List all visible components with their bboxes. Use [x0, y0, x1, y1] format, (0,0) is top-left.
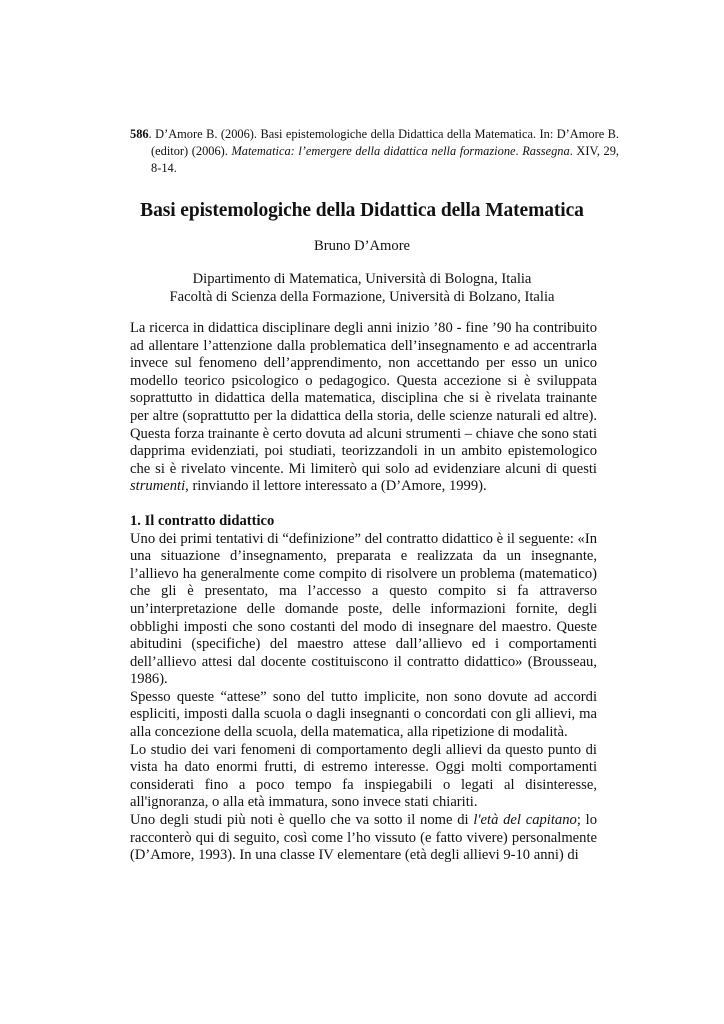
intro-emphasis: strumenti: [130, 478, 186, 495]
section-heading: 1. Il contratto didattico: [130, 512, 275, 529]
intro-text: La ricerca in didattica disciplinare degli anni inizio ’80 - fine ’90 ha contribuito ad allentare l’attenzione dalla problematica dell’insegnamento e ad accentrarla invece sul fenomeno dell’apprendimento, non accettando per esso un unico modello teorico psicologico o pedagogico. Questa accezione si è sviluppata soprattutto in didattica della matematica, disciplina che si è rivelata trainante per altre (soprattutto per la didattica della storia, delle scienze naturali ed altre). Questa forza trainante è certo dovuta ad alcuni strumenti – chiave che sono stati dapprima evidenziati, poi studiati, teorizzandoli in un ambito epistemologico che si è rivelato vincente. Mi limiterò qui solo ad evidenziare alcuni di questi: [130, 320, 597, 477]
citation-text: . D’Amore B. (2006). Basi epistemologiche della Didattica della Matematica. In: D’Amore B. (editor) (2006).: [148, 127, 619, 158]
citation-volume: . XIV, 29, 8-14.: [151, 144, 619, 175]
citation-journal: Rassegna: [522, 144, 570, 158]
paragraph: Spesso queste “attese” sono del tutto implicite, non sono dovute ad accordi espliciti, imposti dalla scuola o dagli insegnanti o concordati con gli allievi, ma alla concezione della scuola, della matematica, alla ripetizione di modalità.: [130, 688, 597, 741]
paragraph: Lo studio dei vari fenomeni di comportamento degli allievi da questo punto di vista ha dato enormi frutti, di estremo interesse. Oggi molti comportamenti considerati fino a poco tempo fa inspiegabili o legati al disinteresse, all'ignoranza, o alla età immatura, sono invece stati chiariti.: [130, 741, 597, 811]
citation-number: 586: [130, 127, 149, 141]
paragraph: [130, 812, 597, 865]
affiliations: [0, 270, 724, 306]
paragraph-text: Uno degli studi più noti è quello che va sotto il nome di: [130, 812, 474, 829]
citation-note: [130, 126, 619, 177]
paper-title: Basi epistemologiche della Didattica della Matematica: [140, 200, 584, 221]
citation-book-title: Matematica: l’emergere della didattica nella formazione: [231, 144, 516, 158]
paragraph-text-end: ; lo racconterò qui di seguito, così come l’ho vissuto (e fatto vivere) personalmente (D’Amore, 1993). In una classe IV elementare (età degli allievi 9-10 anni) di: [130, 812, 597, 864]
citation-separator: .: [515, 144, 523, 158]
intro-paragraph: [130, 320, 597, 496]
paragraph: Uno dei primi tentativi di “definizione” del contratto didattico è il seguente: «In una situazione d’insegnamento, preparata e realizzata da un insegnante, l’allievo ha generalmente come compito di risolvere un problema (matematico) che gli è presentato, ma l’accesso a questo compito si fa attraverso un’interpretazione delle domande poste, delle informazioni fornite, degli obblighi imposti che sono costanti del modo di insegnare del maestro. Queste abitudini (specifiche) del maestro attese dall’allievo ed i comportamenti dell’allievo attesi dal docente costituiscono il contratto didattico» (Brousseau, 1986).: [130, 530, 597, 688]
author-name: Bruno D’Amore: [313, 238, 411, 254]
paragraph-emphasis: l'età del capitano: [473, 812, 577, 829]
affiliation-line: Facoltà di Scienza della Formazione, Università di Bolzano, Italia: [169, 289, 555, 305]
body-text: [130, 320, 597, 865]
affiliation-line: Dipartimento di Matematica, Università di Bologna, Italia: [192, 271, 532, 287]
intro-text-end: , rinviando il lettore interessato a (D’Amore, 1999).: [185, 478, 487, 495]
